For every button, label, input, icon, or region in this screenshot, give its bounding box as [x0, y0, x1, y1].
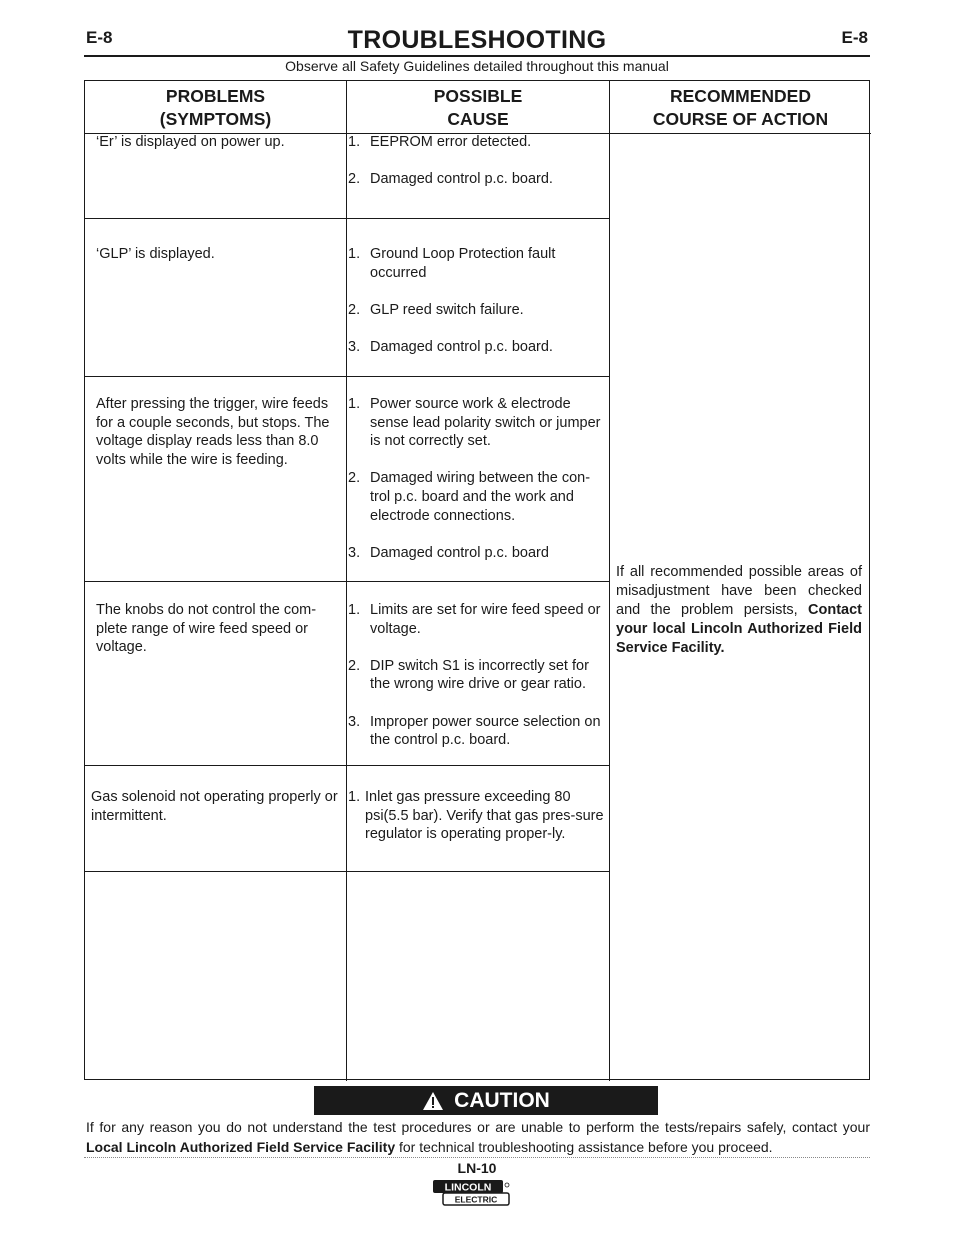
cause-text: Damaged control p.c. board. — [370, 171, 553, 188]
logo-line2: ELECTRIC — [454, 1194, 498, 1205]
cause-list — [348, 245, 610, 357]
page-code-left: E-8 — [86, 28, 113, 47]
logo-line1: LINCOLN — [444, 1181, 492, 1194]
cause-item — [348, 601, 610, 638]
action-text: If all recommended possible areas of misadjustment have been checked and the problem persists, — [616, 564, 862, 618]
header-line: PROBLEMS — [165, 85, 266, 106]
footer-rule — [84, 1157, 870, 1158]
cause-item — [348, 788, 610, 844]
problem-cell: The knobs do not control the com-plete range of wire feed speed or voltage. — [96, 602, 317, 656]
page-code-right: E-8 — [841, 28, 868, 47]
caution-text-bold: Local Lincoln Authorized Field Service Facility — [86, 1138, 396, 1155]
cause-item — [348, 713, 610, 750]
cause-item — [348, 544, 610, 563]
model-number: LN-10 — [457, 1160, 497, 1176]
caution-text-start: If for any reason you do not understand the test procedures or are unable to perform the tests/repairs safely, contact your — [86, 1119, 870, 1135]
row-divider — [85, 218, 610, 219]
cause-number: 1. — [348, 396, 361, 412]
cause-text: Improper power source selection on the control p.c. board. — [370, 713, 601, 749]
cause-text: DIP switch S1 is incorrectly set for the wrong wire drive or gear ratio. — [370, 657, 589, 693]
caution-label: CAUTION — [454, 1088, 550, 1112]
problem-cell: Gas solenoid not operating properly or intermittent. — [91, 789, 338, 824]
lincoln-electric-logo — [432, 1178, 512, 1208]
cause-number: 1. — [348, 602, 361, 618]
cause-text: Damaged wiring between the con-trol p.c. board and the work and electrode connections. — [370, 470, 591, 524]
cause-list — [348, 788, 610, 844]
column-header-action — [610, 81, 871, 134]
cause-text: Power source work & electrode sense lead polarity switch or jumper is not correctly set. — [370, 396, 601, 450]
course-of-action — [616, 563, 862, 658]
cause-item — [348, 338, 610, 357]
problem-cell: ‘Er’ is displayed on power up. — [96, 134, 285, 150]
cause-item — [348, 245, 610, 282]
cause-text: Damaged control p.c. board. — [370, 338, 553, 355]
warning-triangle-icon — [422, 1091, 444, 1111]
cause-number: 2. — [348, 470, 361, 487]
cause-text: EEPROM error detected. — [370, 134, 532, 150]
safety-subtitle: Observe all Safety Guidelines detailed throughout this manual — [285, 58, 669, 74]
cause-number: 2. — [348, 171, 361, 188]
header-line: (SYMPTOMS) — [159, 108, 272, 129]
problem-cell: After pressing the trigger, wire feeds for a couple seconds, but stops. The voltage display reads less than 8.0 volts while the wire is feeding. — [96, 396, 330, 468]
cause-item — [348, 170, 610, 189]
page-title: TROUBLESHOOTING — [347, 26, 607, 54]
column-header-problems — [85, 81, 346, 134]
cause-number: 3. — [348, 544, 361, 561]
cause-list — [348, 601, 610, 750]
caution-banner — [314, 1086, 658, 1115]
caution-text-end: for technical troubleshooting assistance before you proceed. — [395, 1138, 773, 1155]
cause-item — [348, 469, 610, 525]
cause-number: 2. — [348, 657, 361, 674]
cause-number: 1. — [348, 134, 361, 150]
action-contact: Contact your local Lincoln Authorized Field Service Facility. — [616, 602, 862, 656]
cause-text: Limits are set for wire feed speed or voltage. — [370, 602, 601, 637]
problem-cell: ‘GLP’ is displayed. — [96, 246, 215, 262]
row-divider — [85, 871, 610, 872]
cause-text: GLP reed switch failure. — [370, 301, 524, 318]
cause-number: 3. — [348, 338, 361, 355]
cause-text: Damaged control p.c. board — [370, 544, 549, 561]
row-divider — [85, 765, 610, 766]
cause-number: 1. — [348, 789, 361, 805]
cause-text: Inlet gas pressure exceeding 80 psi(5.5 bar). Verify that gas pres-sure regulator is operating proper-ly. — [365, 789, 604, 843]
row-divider — [85, 581, 610, 582]
cause-item — [348, 133, 610, 152]
cause-list — [348, 395, 610, 562]
cause-item — [348, 395, 610, 451]
header-line: CAUSE — [447, 108, 509, 129]
cause-number: 1. — [348, 246, 361, 262]
cause-text: Ground Loop Protection fault occurred — [370, 246, 556, 281]
troubleshooting-table — [84, 80, 870, 1080]
header-line: COURSE OF ACTION — [652, 108, 829, 129]
cause-list — [348, 133, 610, 189]
row-divider — [85, 376, 610, 377]
header-line: POSSIBLE — [433, 85, 523, 106]
title-rule — [84, 55, 870, 57]
cause-number: 3. — [348, 713, 361, 730]
cause-item — [348, 657, 610, 694]
header-line: RECOMMENDED — [670, 85, 811, 106]
cause-number: 2. — [348, 301, 361, 318]
cause-item — [348, 301, 610, 320]
caution-text — [86, 1118, 870, 1157]
column-header-cause — [347, 81, 609, 134]
